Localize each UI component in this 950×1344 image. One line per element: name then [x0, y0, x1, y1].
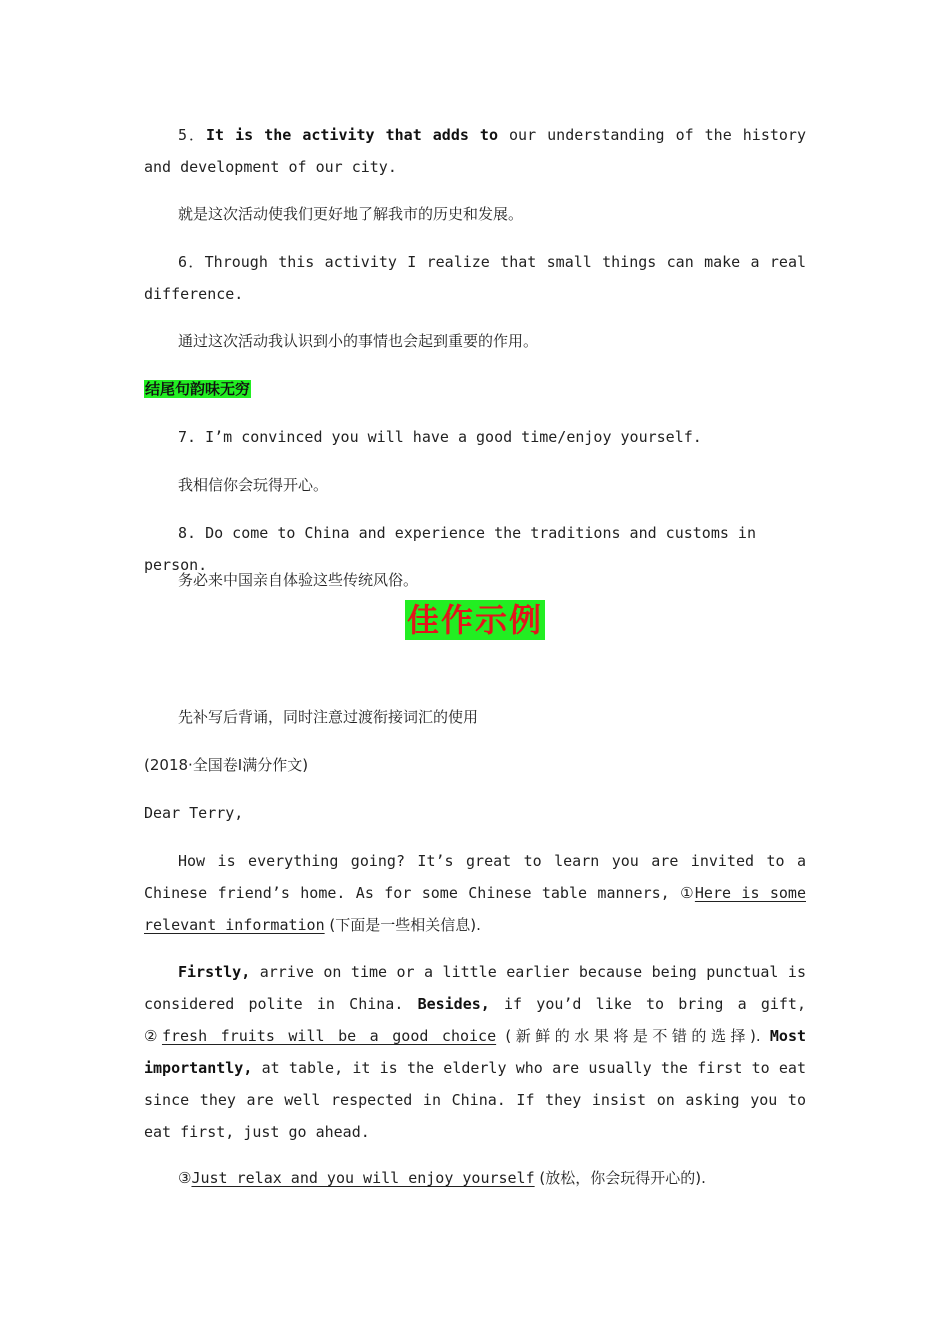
- blank-hint: (下面是一些相关信息).: [324, 916, 481, 934]
- blank-marker: ③: [178, 1169, 192, 1187]
- letter-paragraph-1: [144, 845, 806, 941]
- sentence-text: Through this activity I realize that small things can make a real difference.: [144, 253, 807, 303]
- blank-hint: (放松，你会玩得开心的).: [534, 1169, 706, 1187]
- transition-word: Besides,: [417, 995, 490, 1013]
- sentence-number: 6．: [178, 253, 205, 271]
- sentence-5: [144, 119, 806, 183]
- sentence-text: our understanding of the history and development of our city.: [144, 126, 806, 176]
- key-phrase: It is the activity that adds to: [206, 126, 498, 144]
- transition-word: Most importantly,: [144, 1027, 807, 1077]
- paragraph-text: if you’d like to bring a gift,: [489, 995, 806, 1013]
- instruction: 先补写后背诵，同时注意过渡衔接词汇的使用: [178, 708, 479, 726]
- paragraph-text: at table, it is the elderly who are usually the first to eat since they are well respected in China. If they insist on asking you to eat first, just go ahead.: [144, 1059, 806, 1141]
- paragraph-text: arrive on time or a little earlier because being punctual is considered polite in China.: [144, 963, 806, 1013]
- ending-heading-line: [144, 373, 806, 405]
- transition-word: Firstly,: [178, 963, 251, 981]
- filled-blank: fresh fruits will be a good choice: [161, 1027, 497, 1045]
- section-title: 佳作示例: [406, 601, 543, 639]
- letter-greeting: Dear Terry,: [144, 804, 244, 822]
- filled-blank: Here is some relevant information: [144, 884, 806, 934]
- filled-blank: Just relax and you will enjoy yourself: [191, 1169, 535, 1187]
- sentence-8: 8. Do come to China and experience the traditions and customs in person.: [144, 524, 756, 574]
- sentence-7-translation: 我相信你会玩得开心。: [178, 476, 329, 494]
- blank-marker: ①: [680, 884, 695, 902]
- letter-paragraph-3: [144, 1162, 806, 1194]
- sentence-6-translation: 通过这次活动我认识到小的事情也会起到重要的作用。: [178, 332, 539, 350]
- blank-marker: ②: [144, 1027, 162, 1045]
- section-title-wrap: [0, 600, 950, 640]
- sentence-5-translation: 就是这次活动使我们更好地了解我市的历史和发展。: [178, 205, 524, 223]
- ending-heading: 结尾句韵味无穷: [145, 380, 251, 398]
- letter-paragraph-2: [144, 956, 806, 1148]
- paragraph-text: How is everything going? It’s great to learn you are invited to a Chinese friend’s home. As for some Chinese table manners,: [144, 852, 806, 902]
- sentence-number: 5．: [178, 126, 207, 144]
- sentence-7: 7. I’m convinced you will have a good time/enjoy yourself.: [178, 428, 702, 446]
- blank-hint: (新鲜的水果将是不错的选择).: [496, 1027, 770, 1045]
- essay-source: (2018·全国卷Ⅰ满分作文): [144, 756, 309, 774]
- sentence-6: [144, 246, 806, 310]
- sentence-8-translation: 务必来中国亲自体验这些传统风俗。: [178, 571, 419, 589]
